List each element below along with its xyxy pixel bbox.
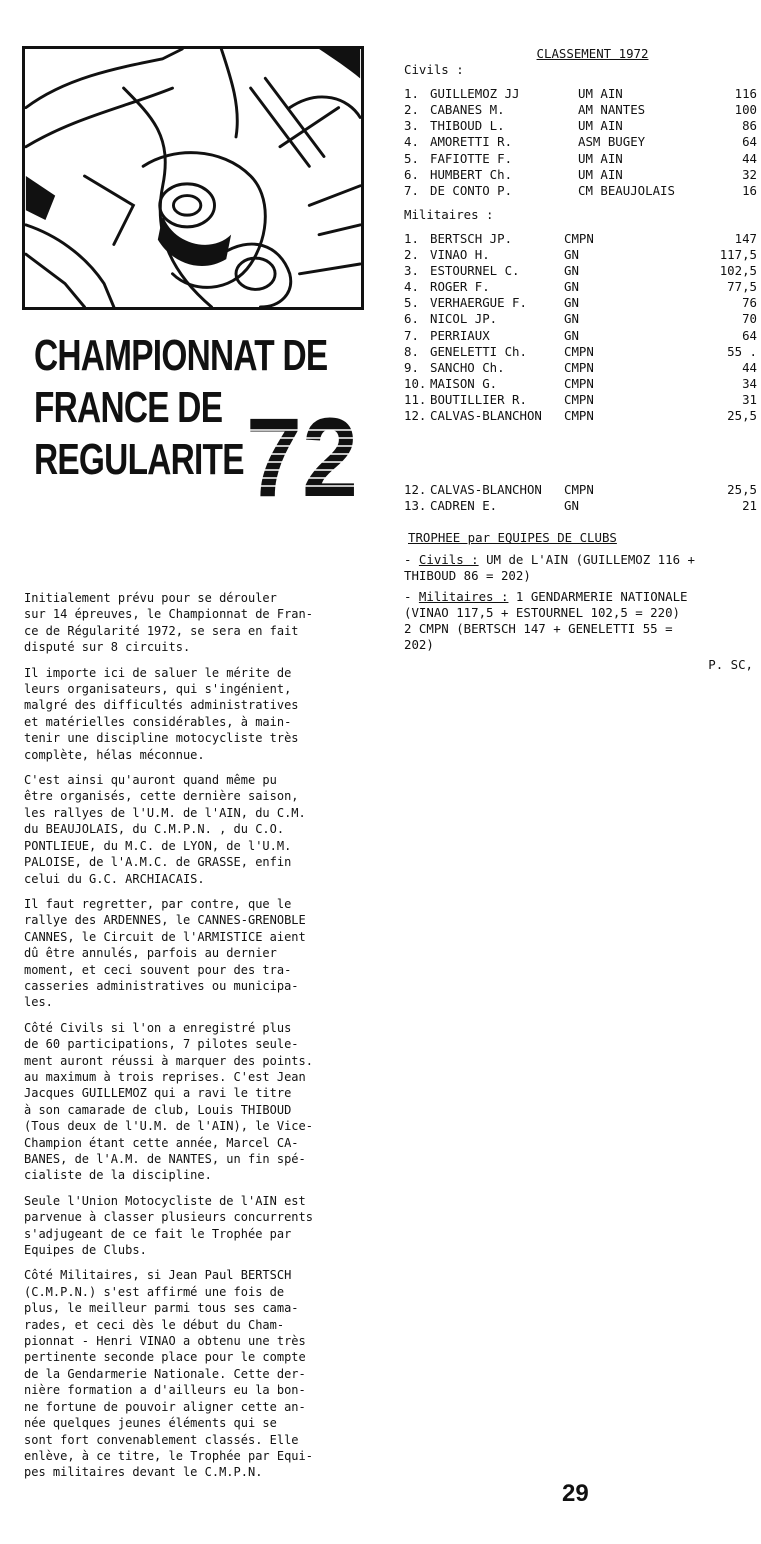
rank: 2. xyxy=(404,102,419,118)
points: 64 xyxy=(742,327,757,343)
article-paragraph-2: Il importe ici de saluer le mérite de leurs organisateurs, qui s'ingénient, malgré des difficultés administratives et matérielles considérables, à main- tenir une discipline motocycliste très complète, hélas méconnue. xyxy=(24,665,299,762)
rank: 1. xyxy=(404,86,419,102)
trophy-civils-text: UM de L'AIN (GUILLEMOZ 116 + THIBOUD 86 = 202) xyxy=(404,552,695,584)
points: 16 xyxy=(742,182,757,198)
trophy-section xyxy=(404,552,761,673)
rider-name: BERTSCH JP. xyxy=(430,230,513,246)
table-row xyxy=(404,392,761,408)
rank: 1. xyxy=(404,230,419,246)
table-row xyxy=(404,279,761,295)
table-row xyxy=(404,360,761,376)
rank: 2. xyxy=(404,247,419,263)
points: 31 xyxy=(742,391,757,407)
points: 44 xyxy=(742,150,757,166)
rank: 12. xyxy=(404,407,427,423)
rider-name: GENELETTI Ch. xyxy=(430,343,527,359)
rank: 13. xyxy=(404,498,427,514)
rank: 11. xyxy=(404,391,427,407)
club-name: CMPN xyxy=(564,343,594,359)
article-paragraph-1: Initialement prévu pour se dérouler sur 14 épreuves, le Championnat de Fran- ce de Régularité 1972, se sera en fait disputé sur 8 circuits. xyxy=(24,591,313,655)
rider-name: SANCHO Ch. xyxy=(430,359,505,375)
rider-name: GUILLEMOZ JJ xyxy=(430,86,520,102)
table-row xyxy=(404,376,761,392)
rider-name: CABANES M. xyxy=(430,102,505,118)
club-name: ASM BUGEY xyxy=(578,134,646,150)
points: 44 xyxy=(742,359,757,375)
club-name: GN xyxy=(564,279,579,295)
rider-name: FAFIOTTE F. xyxy=(430,150,513,166)
table-row xyxy=(404,344,761,360)
club-name: GN xyxy=(564,311,579,327)
headline-year-72 xyxy=(246,395,358,520)
rank: 12. xyxy=(404,482,427,498)
rider-name: AMORETTI R. xyxy=(430,134,513,150)
rank: 6. xyxy=(404,166,419,182)
civils-label: Civils : xyxy=(404,62,464,78)
points: 25,5 xyxy=(727,482,757,498)
club-name: GN xyxy=(564,263,579,279)
points: 100 xyxy=(734,102,757,118)
year-72-text: 72 xyxy=(246,395,358,520)
rank: 7. xyxy=(404,182,419,198)
rank: 3. xyxy=(404,263,419,279)
club-name: AM NANTES xyxy=(578,102,646,118)
club-name: GN xyxy=(564,295,579,311)
club-name: UM AIN xyxy=(578,150,623,166)
year-72-logo xyxy=(246,395,358,520)
rank: 9. xyxy=(404,359,419,375)
motorcyclist-illustration xyxy=(22,46,364,310)
militaires-table-continued xyxy=(404,482,761,514)
club-name: UM AIN xyxy=(578,118,623,134)
points: 77,5 xyxy=(727,279,757,295)
club-name: CMPN xyxy=(564,359,594,375)
headline-line-2: FRANCE DE xyxy=(34,383,223,432)
table-row xyxy=(404,311,761,327)
rider-name: ESTOURNEL C. xyxy=(430,263,520,279)
results-panel xyxy=(404,46,761,673)
club-name: CMPN xyxy=(564,407,594,423)
article-paragraph-6: Seule l'Union Motocycliste de l'AIN est parvenue à classer plusieurs concurrents s'adjugeant de ce fait le Trophée par Equipes de Clubs. xyxy=(24,1193,313,1258)
points: 116 xyxy=(734,86,757,102)
rider-name: CALVAS-BLANCHON xyxy=(430,482,542,498)
club-name: GN xyxy=(564,247,579,263)
page-number: 29 xyxy=(562,1480,589,1507)
club-name: GN xyxy=(564,498,579,514)
rank: 5. xyxy=(404,295,419,311)
civils-table xyxy=(404,86,761,199)
trophy-civils: - Civils : UM de L'AIN (GUILLEMOZ 116 + THIBOUD 86 = 202) xyxy=(404,552,695,584)
table-row xyxy=(404,86,761,102)
table-row xyxy=(404,167,761,183)
club-name: CMPN xyxy=(564,230,594,246)
table-row xyxy=(404,134,761,150)
trophy-militaires: - Militaires : 1 GENDARMERIE NATIONALE (VINAO 117,5 + ESTOURNEL 102,5 = 220) 2 CMPN (BERTSCH 147 + GENELETTI 55 = 202) xyxy=(404,588,688,652)
trophy-militaires-text: 1 GENDARMERIE NATIONALE (VINAO 117,5 + ESTOURNEL 102,5 = 220) 2 CMPN (BERTSCH 147 + GENELETTI 55 = 202) xyxy=(404,588,688,652)
points: 34 xyxy=(742,375,757,391)
club-name: UM AIN xyxy=(578,86,623,102)
table-row xyxy=(404,498,761,514)
rank: 3. xyxy=(404,118,419,134)
club-name: UM AIN xyxy=(578,166,623,182)
article-paragraph-3: C'est ainsi qu'auront quand même pu être organisés, cette dernière saison, les rallyes de l'U.M. de l'AIN, du C.M. du BEAUJOLAIS, du C.M.P.N. , du C.O. PONTLIEUE, du M.C. de LYON, de l'U.M. PALOISE, de l'A.M.C. de GRASSE, enfin celui du G.C. ARCHIACAIS. xyxy=(24,773,306,886)
trophy-civils-label: Civils : xyxy=(418,552,479,568)
rider-name: PERRIAUX xyxy=(430,327,490,343)
rider-name: HUMBERT Ch. xyxy=(430,166,513,182)
club-name: CMPN xyxy=(564,375,594,391)
article-paragraph-5: Côté Civils si l'on a enregistré plus de 60 participations, 7 pilotes seule- ment auront réussi à marquer des points. au maximum à trois reprises. C'est Jean Jacques GUILLEMOZ qui a ravi le titre à son camarade de club, Louis THIBOUD (Tous deux de l'U.M. de l'AIN), le Vice- Champion étant cette année, Marcel CA- BANES, de l'A.M. de NANTES, un fin spé- cialiste de la discipline. xyxy=(24,1020,313,1183)
points: 70 xyxy=(742,311,757,327)
rider-name: ROGER F. xyxy=(430,279,490,295)
points: 21 xyxy=(742,498,757,514)
rank: 10. xyxy=(404,375,427,391)
table-row xyxy=(404,408,761,424)
table-row xyxy=(404,102,761,118)
article-paragraph-4: Il faut regretter, par contre, que le rallye des ARDENNES, le CANNES-GRENOBLE CANNES, le Circuit de l'ARMISTICE aient dû être annulés, parfois au dernier moment, et ceci souvent pour des tra- casseries administratives ou municipa- les. xyxy=(24,896,306,1010)
points: 25,5 xyxy=(727,407,757,423)
trophy-militaires-label: Militaires : xyxy=(418,588,509,604)
table-row xyxy=(404,482,761,498)
points: 86 xyxy=(742,118,757,134)
results-title: CLASSEMENT 1972 xyxy=(536,46,649,61)
article-body xyxy=(24,590,368,1490)
rider-name: VINAO H. xyxy=(430,247,490,263)
militaires-table xyxy=(404,231,761,424)
points: 102,5 xyxy=(719,263,757,279)
table-row xyxy=(404,151,761,167)
trophy-title: TROPHEE par EQUIPES DE CLUBS xyxy=(408,530,617,546)
headline-line-3: REGULARITE xyxy=(34,435,244,484)
table-row xyxy=(404,183,761,199)
table-row xyxy=(404,263,761,279)
rank: 4. xyxy=(404,134,419,150)
points: 32 xyxy=(742,166,757,182)
rider-name: DE CONTO P. xyxy=(430,182,513,198)
table-row xyxy=(404,247,761,263)
author-signature: P. SC, xyxy=(708,656,753,672)
article-paragraph-7: Côté Militaires, si Jean Paul BERTSCH (C.M.P.N.) s'est affirmé une fois de plus, le meilleur parmi tous ses cama- rades, et ceci dès le début du Cham- pionnat - Henri VINAO a obtenu une très pertinente seconde place pour le compte de la Gendarmerie Nationale. Cette der- nière formation a d'ailleurs eu la bon- ne fortune de pouvoir aligner cette an- née quelques jeunes éléments qui se sont fort convenablement classés. Elle enlève, à ce titre, le Trophée par Equi- pes militaires devant le C.M.P.N. xyxy=(24,1268,313,1480)
table-row xyxy=(404,231,761,247)
rank: 7. xyxy=(404,327,419,343)
headline-line-1: CHAMPIONNAT DE xyxy=(34,331,328,380)
militaires-label: Militaires : xyxy=(404,206,494,222)
club-name: CM BEAUJOLAIS xyxy=(578,182,675,198)
table-row xyxy=(404,328,761,344)
motorcyclist-drawing xyxy=(25,49,361,307)
club-name: CMPN xyxy=(564,391,594,407)
rider-name: VERHAERGUE F. xyxy=(430,295,527,311)
rank: 8. xyxy=(404,343,419,359)
points: 76 xyxy=(742,295,757,311)
club-name: CMPN xyxy=(564,482,594,498)
rider-name: BOUTILLIER R. xyxy=(430,391,527,407)
points: 64 xyxy=(742,134,757,150)
points: 147 xyxy=(734,230,757,246)
rider-name: CALVAS-BLANCHON xyxy=(430,407,542,423)
table-row xyxy=(404,118,761,134)
club-name: GN xyxy=(564,327,579,343)
rider-name: MAISON G. xyxy=(430,375,498,391)
table-row xyxy=(404,295,761,311)
rider-name: NICOL JP. xyxy=(430,311,498,327)
rank: 6. xyxy=(404,311,419,327)
rank: 4. xyxy=(404,279,419,295)
rider-name: CADREN E. xyxy=(430,498,498,514)
points: 55 . xyxy=(727,343,757,359)
rank: 5. xyxy=(404,150,419,166)
rider-name: THIBOUD L. xyxy=(430,118,505,134)
points: 117,5 xyxy=(719,247,757,263)
